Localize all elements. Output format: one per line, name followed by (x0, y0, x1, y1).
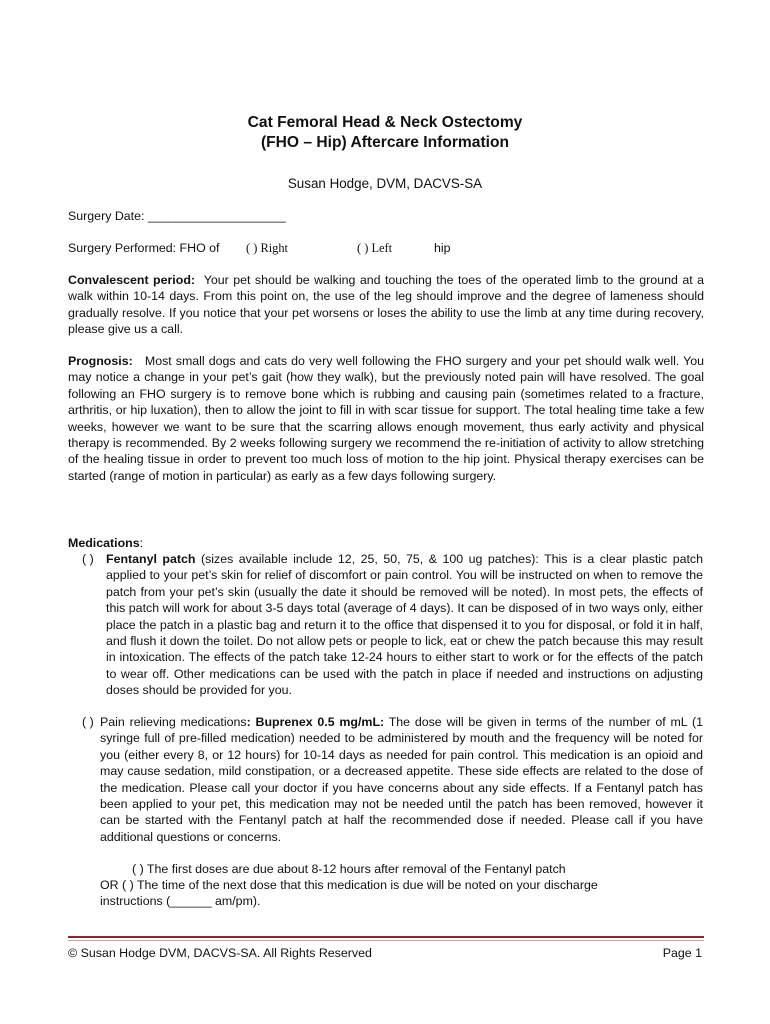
footer-divider (68, 936, 704, 938)
left-option: ( ) Left (357, 241, 393, 255)
fentanyl-name: Fentanyl patch (106, 552, 196, 566)
buprenex-name-colon: : (380, 715, 385, 729)
buprenex-option-next-dose-cont: instructions (______ am/pm). (100, 894, 261, 908)
buprenex-option-next-dose[interactable]: OR ( ) The time of the next dose that this medication is due will be noted on your discharge (100, 878, 598, 892)
buprenex-prefix: Pain relieving medications (100, 715, 247, 729)
prognosis-text: Most small dogs and cats do very well following the FHO surgery and your pet should walk well. You may notice a change in your pet’s gait (how they walk), but the previously noted pain will have resolved. The goal following an FHO surgery is to remove bone which is rubbing and causing pain (sometimes related to a fracture, arthritis, or hip luxation), then to allow the joint to fill in with scar tissue for support. The total healing time take a few weeks, however we want to be sure that the scarring allows enough movement, thus early activity and physical therapy is recommended. By 2 weeks following surgery we recommend the re-initiation of activity to allow stretching of the healing tissue in order to prevent too much loss of motion to the hip joint. Physical therapy exercises can be started (range of motion in particular) as early as a few days following surgery. (68, 354, 705, 483)
fentanyl-text: (sizes available include 12, 25, 50, 75, & 100 ug patches): This is a clear plastic patch applied to your pet’s skin for relief of discomfort or pain control. You will be instructed on when to remove the patch from your pet’s skin (usually the date it should be removed will be noted). In most pets, the effects of this patch will work for about 3-5 days total (average of 4 days). It can be disposed of in two ways only, either place the patch in a plastic bag and return it to the office that dispensed it to you for disposal, or fold it in half, and flush it down the toilet. Do not allow pets or people to lick, eat or chew the patch because this may result in intoxication. The effects of the patch take 12-24 hours to either start to work or for the effects of the patch to wear off. Other medications can be used with the patch in place if needed and instructions on adjusting doses should be provided for you. (106, 552, 704, 698)
convalescent-text: Your pet should be walking and touching the toes of the operated limb to the ground at a walk within 10-14 days. From this point on, the use of the leg should improve and the degree of lameness should gradually resolve. If you notice that your pet worsens or loses the ability to use the limb at any time during recovery, please give us a call. (68, 273, 704, 337)
document-title-line1: Cat Femoral Head & Neck Ostectomy (247, 114, 523, 131)
buprenex-text: The dose will be given in terms of the number of mL (1 syringe full of pre-filled medication) needed to be administered by mouth and the frequency will be noted for you (either every 8, or 12 hours) for 10-14 days as needed for pain control. This medication is an opioid and may cause sedation, mild constipation, or a decreased appetite. These side effects are related to the dose of the medication. Please call your doctor if you have concerns about any side effects. If a Fentanyl patch has been applied to your pet, this medication may not be needed until the patch has been removed, however it can be started with the Fentanyl patch at half the recommended dose if needed. Please call if you have additional questions or concerns. (100, 715, 703, 844)
medications-heading: Medications (68, 536, 140, 550)
surgery-date-label: Surgery Date: (68, 209, 145, 223)
prognosis-paragraph (68, 353, 704, 484)
author-line: Susan Hodge, DVM, DACVS-SA (287, 176, 483, 191)
footer-page-number: Page 1 (662, 946, 702, 960)
buprenex-name: Buprenex 0.5 mg/mL (255, 715, 381, 729)
medications-heading-row (68, 535, 143, 551)
medications-heading-colon: : (139, 536, 144, 550)
footer-divider-thin (68, 940, 704, 941)
surgery-date-row (68, 208, 286, 224)
convalescent-paragraph (68, 272, 704, 338)
footer-copyright: © Susan Hodge DVM, DACVS-SA. All Rights Reserved (68, 946, 372, 960)
document-title-line2: (FHO – Hip) Aftercare Information (260, 134, 510, 151)
right-option: ( ) Right (246, 241, 288, 255)
buprenex-checkbox[interactable]: ( ) (82, 715, 94, 729)
buprenex-prefix-colon: : (246, 715, 251, 729)
prognosis-heading: Prognosis: (68, 354, 133, 368)
buprenex-option-first-dose[interactable]: ( ) The first doses are due about 8-12 hours after removal of the Fentanyl patch (132, 862, 566, 876)
surgery-performed-label: Surgery Performed: FHO of (68, 241, 220, 255)
convalescent-heading: Convalescent period: (68, 273, 196, 287)
hip-word: hip (434, 241, 451, 255)
fentanyl-checkbox[interactable]: ( ) (82, 552, 94, 566)
surgery-date-blank: ____________________ (147, 209, 286, 223)
